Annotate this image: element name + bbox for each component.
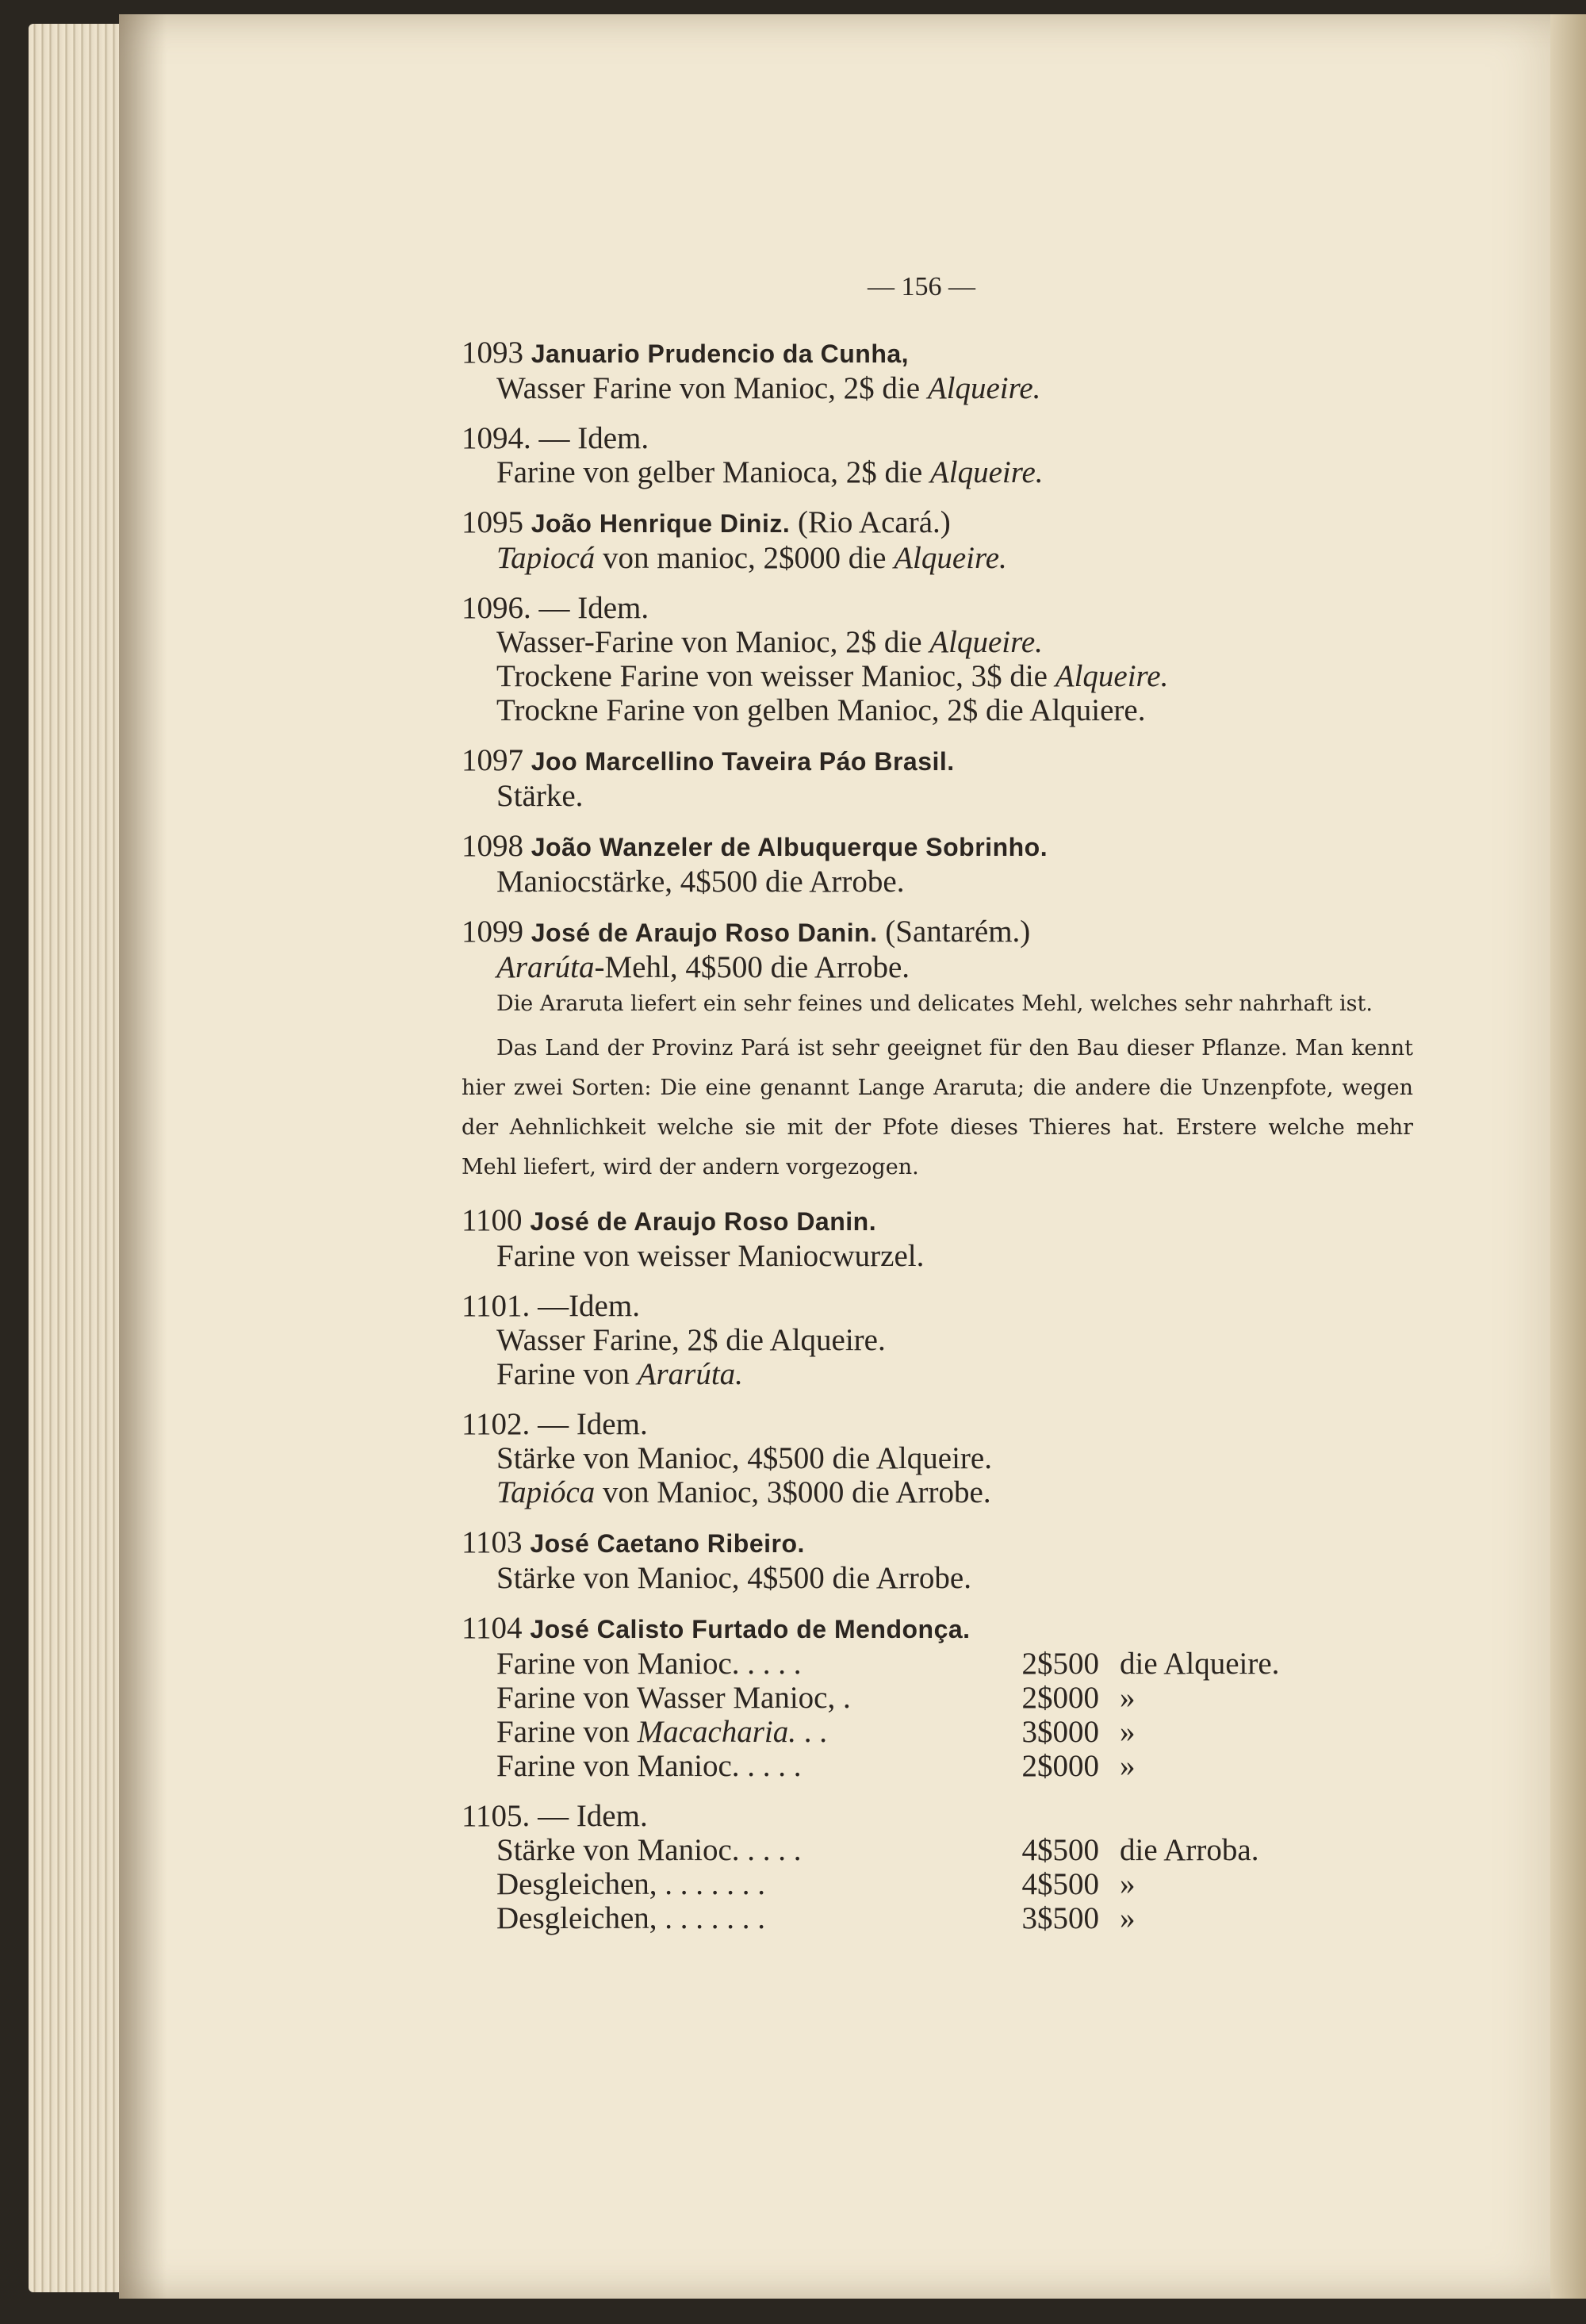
entry-number: 1100 (462, 1203, 523, 1237)
entry-1102 (462, 1407, 1413, 1509)
price-unit: » (1120, 1901, 1136, 1935)
entry-1093 (462, 336, 1413, 405)
page-number: — 156 — (868, 272, 975, 301)
entry-head (462, 591, 1413, 625)
entry-idem: — Idem. (538, 1407, 648, 1441)
line-text-italic: Ararúta (496, 950, 595, 984)
entry-line (462, 659, 1413, 693)
exhibitor-name: Januario Prudencio da Cunha, (531, 339, 910, 368)
price-row (462, 1901, 1413, 1935)
price-unit: » (1120, 1715, 1136, 1749)
entry-line (462, 625, 1413, 659)
entry-line (462, 1475, 1413, 1509)
entry-number: 1103 (462, 1525, 523, 1559)
note-paragraph: Das Land der Provinz Pará ist sehr geeignet für den Bau dieser Pflanze. Man kennt hier zwei Sorten: Die eine genannt Lange Araruta; die andere die Unzenpfote, wegen der Aehnlichkeit welche sie mit der Pfote dieses Thieres hat. Erstere welche mehr Mehl liefert, wird der andern vorgezogen. (462, 1036, 1413, 1179)
entry-1101 (462, 1289, 1413, 1391)
price-label: Desgleichen, . . . . . . . (496, 1901, 766, 1935)
entry-number: 1105. (462, 1799, 531, 1833)
price-label: Farine von Wasser Manioc, . (496, 1681, 851, 1715)
entry-idem: — Idem. (538, 1799, 648, 1833)
entry-head (462, 915, 1413, 950)
entry-1098 (462, 829, 1413, 899)
price-label: Stärke von Manioc. . . . . (496, 1833, 802, 1867)
exhibitor-name: João Wanzeler de Albuquerque Sobrinho. (531, 833, 1048, 861)
entry-head (462, 829, 1413, 865)
exhibitor-place: (Rio Acará.) (797, 505, 951, 539)
line-text: Wasser-Farine von Manioc, 2$ die (496, 625, 922, 659)
line-text: von manioc, 2$000 die (603, 541, 887, 575)
line-text: Wasser Farine von Manioc, 2$ die (496, 371, 921, 405)
line-text: von Manioc, 3$000 die Arrobe. (603, 1475, 991, 1509)
entry-line (462, 541, 1413, 575)
price-label (496, 1715, 988, 1749)
price-amount: 3$500 (1021, 1901, 1099, 1935)
entry-1105 (462, 1799, 1413, 1935)
page-text (462, 270, 1413, 1951)
exhibitor-name: José de Araujo Roso Danin. (530, 1207, 877, 1236)
entry-number: 1101. (462, 1289, 531, 1323)
entry-idem: — Idem. (538, 591, 649, 625)
entry-line: Wasser Farine, 2$ die Alqueire. (496, 1323, 886, 1357)
label-part: . . (796, 1715, 828, 1749)
entry-number: 1096. (462, 591, 531, 625)
exhibitor-name: Joo Marcellino Taveira Páo Brasil. (531, 747, 955, 776)
entry-line: Stärke von Manioc, 4$500 die Arrobe. (496, 1561, 971, 1595)
entry-head (462, 1407, 1413, 1441)
price-row (462, 1681, 1413, 1715)
line-text-italic: Alqueire. (929, 455, 1044, 489)
entry-number: 1094. (462, 421, 531, 455)
entry-1094 (462, 421, 1413, 489)
price-amount: 4$500 (1021, 1833, 1099, 1867)
price-amount: 2$000 (1021, 1681, 1099, 1715)
entry-head (462, 1289, 1413, 1323)
entry-head (462, 336, 1413, 371)
entry-1095 (462, 505, 1413, 575)
entry-head (462, 421, 1413, 455)
entry-head (462, 1525, 1413, 1561)
exhibitor-name: José de Araujo Roso Danin. (531, 918, 878, 947)
entry-head (462, 1611, 1413, 1647)
entry-1096 (462, 591, 1413, 727)
entry-1097 (462, 743, 1413, 813)
entry-head (462, 743, 1413, 779)
entry-number: 1097 (462, 743, 523, 777)
price-amount: 4$500 (1021, 1867, 1099, 1901)
line-text: Farine von (496, 1357, 630, 1391)
entry-idem: —Idem. (538, 1289, 640, 1323)
exhibitor-place: (Santarém.) (885, 915, 1031, 949)
line-text-italic: Alqueire. (894, 541, 1007, 575)
entry-line: Trockne Farine von gelben Manioc, 2$ die Alquiere. (496, 693, 1146, 727)
price-label: Farine von Manioc. . . . . (496, 1647, 802, 1681)
entry-idem: — Idem. (538, 421, 649, 455)
entry-1099 (462, 915, 1413, 1187)
entry-number: 1095 (462, 505, 523, 539)
label-part-italic: Macacharia. (637, 1715, 797, 1749)
note-paragraph: Die Araruta liefert ein sehr feines und delicates Mehl, welches sehr nahrhaft ist. (496, 991, 1373, 1016)
price-unit: die Arroba. (1120, 1833, 1259, 1867)
gutter-shadow (119, 14, 167, 2299)
price-row (462, 1715, 1413, 1749)
line-text: -Mehl, 4$500 die Arrobe. (594, 950, 910, 984)
price-row (462, 1867, 1413, 1901)
entry-head (462, 1203, 1413, 1239)
entry-line (462, 950, 1413, 984)
entry-head (462, 1799, 1413, 1833)
facing-page-edge (1550, 14, 1586, 2299)
entry-line: Stärke von Manioc, 4$500 die Alqueire. (496, 1441, 992, 1475)
price-amount: 2$500 (1021, 1647, 1099, 1681)
entry-number: 1093 (462, 336, 523, 370)
line-text: Farine von gelber Manioca, 2$ die (496, 455, 923, 489)
price-label: Desgleichen, . . . . . . . (496, 1867, 766, 1901)
line-text-italic: Tapióca (496, 1475, 596, 1509)
price-row (462, 1647, 1413, 1681)
entry-number: 1099 (462, 915, 523, 949)
exhibitor-name: José Calisto Furtado de Mendonça. (530, 1615, 971, 1643)
entry-line (462, 371, 1413, 405)
price-unit: » (1120, 1749, 1136, 1783)
price-unit: die Alqueire. (1120, 1647, 1280, 1681)
entry-number: 1104 (462, 1611, 523, 1645)
label-part: Farine von (496, 1715, 638, 1749)
price-unit: » (1120, 1867, 1136, 1901)
entry-head (462, 505, 1413, 541)
line-text-italic: Alqueire. (927, 371, 1041, 405)
exhibitor-name: João Henrique Diniz. (531, 509, 791, 538)
price-label: Farine von Manioc. . . . . (496, 1749, 802, 1783)
entry-line (462, 1357, 1413, 1391)
price-amount: 2$000 (1021, 1749, 1099, 1783)
entry-number: 1098 (462, 829, 523, 863)
price-amount: 3$000 (1021, 1715, 1099, 1749)
entry-1100 (462, 1203, 1413, 1273)
line-text-italic: Tapiocá (496, 541, 596, 575)
entry-1103 (462, 1525, 1413, 1595)
price-row (462, 1833, 1413, 1867)
line-text-italic: Alqueire. (929, 625, 1043, 659)
line-text-italic: Alqueire. (1055, 659, 1169, 693)
entry-1104 (462, 1611, 1413, 1783)
entry-number: 1102. (462, 1407, 531, 1441)
price-row (462, 1749, 1413, 1783)
entry-line (462, 455, 1413, 489)
price-unit: » (1120, 1681, 1136, 1715)
line-text: Trockene Farine von weisser Manioc, 3$ die (496, 659, 1048, 693)
entry-line: Stärke. (496, 779, 584, 813)
line-text-italic: Ararúta. (637, 1357, 743, 1391)
entry-line: Farine von weisser Maniocwurzel. (496, 1239, 925, 1273)
entry-line: Maniocstärke, 4$500 die Arrobe. (496, 865, 905, 899)
exhibitor-name: José Caetano Ribeiro. (530, 1529, 805, 1558)
